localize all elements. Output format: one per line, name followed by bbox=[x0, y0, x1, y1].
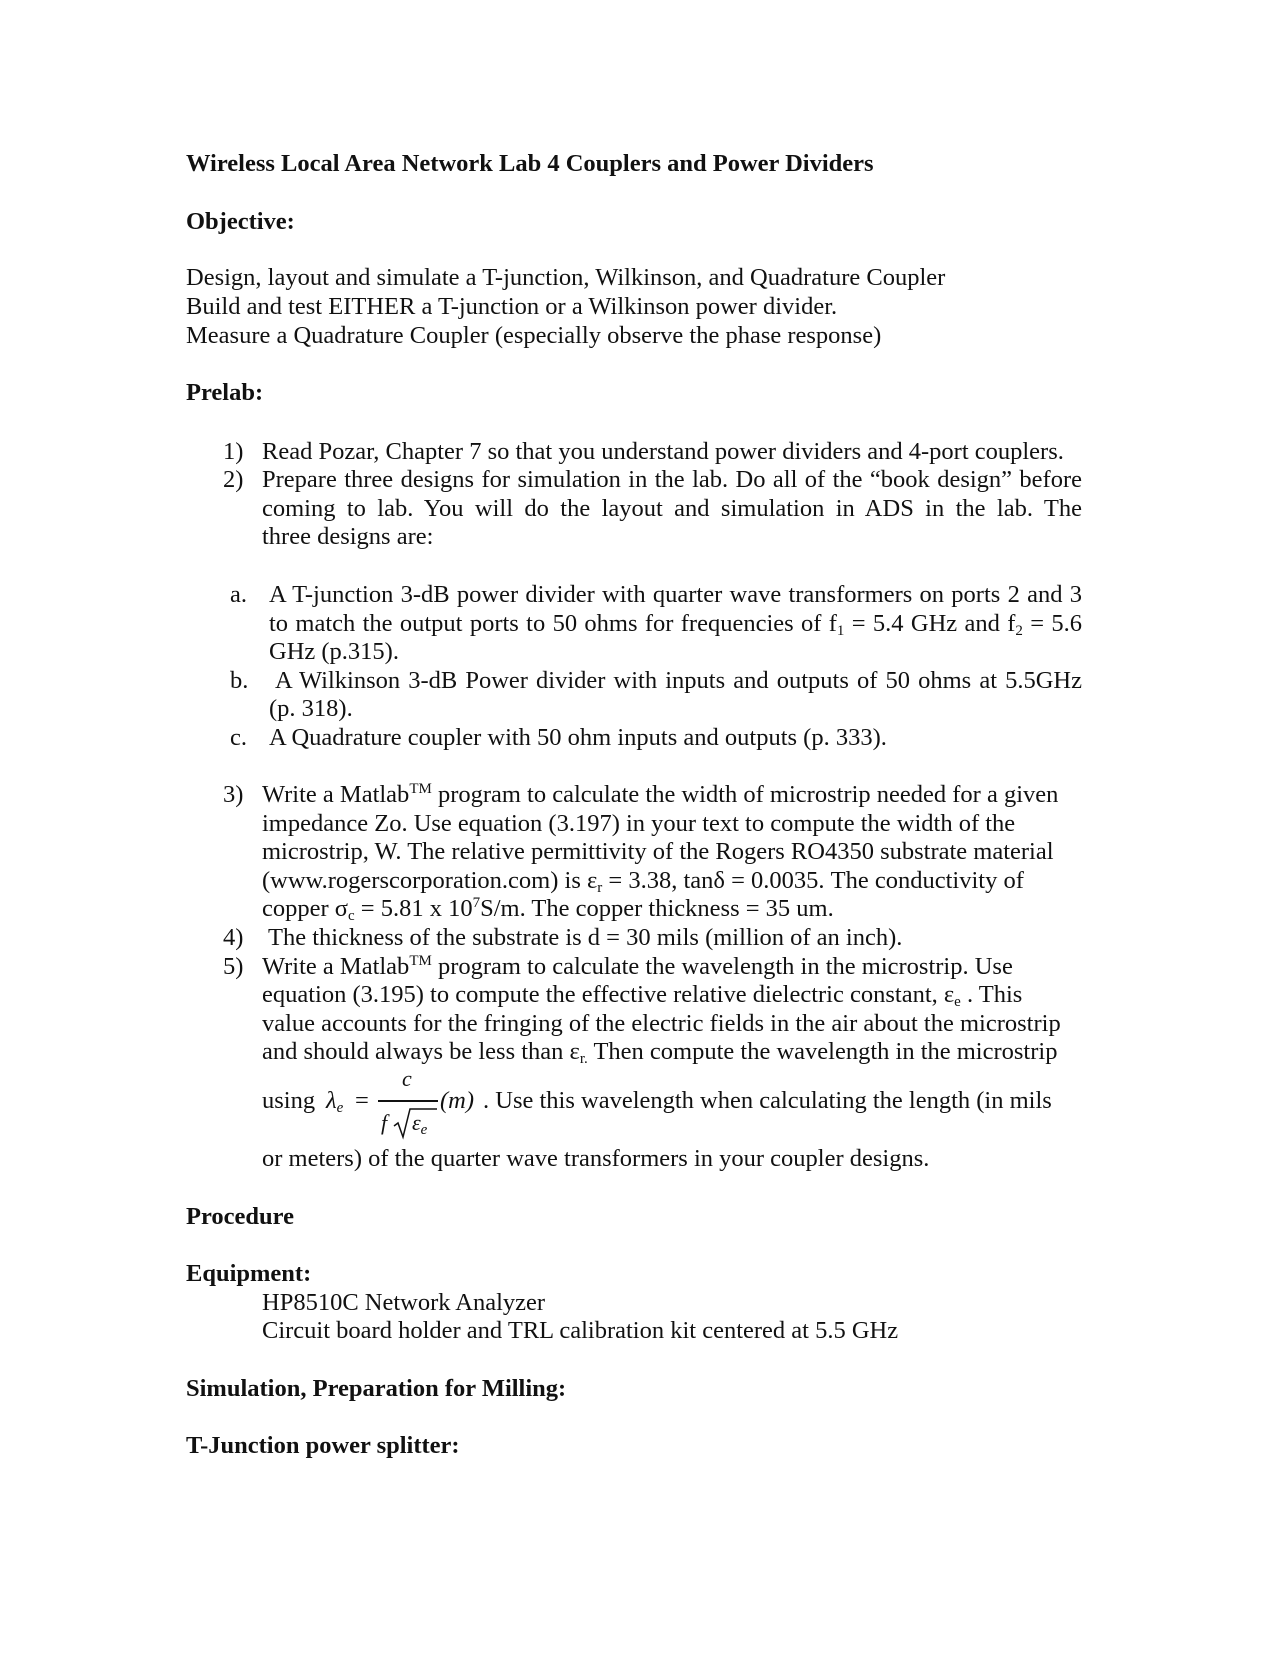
list-number: 2) bbox=[223, 466, 244, 493]
sub-item-c-line: A Quadrature coupler with 50 ohm inputs and outputs (p. 333). bbox=[269, 724, 887, 751]
sub-item-a-line: to match the output ports to 50 ohms for frequencies of $f_1 = 5.4$ GHz and $f_2 = 5.6$ bbox=[269, 610, 1082, 639]
prelab-item-1: Read Pozar, Chapter 7 so that you understand power dividers and 4-port couplers. bbox=[262, 438, 1064, 465]
prelab-item-5-line: Write a Matlab™ program to calculate the wavelength in the microstrip. Use bbox=[262, 953, 1013, 980]
list-number: 5) bbox=[223, 953, 244, 980]
sub-label: a. bbox=[230, 581, 247, 608]
objective-line: Measure a Quadrature Coupler (especially observe the phase response) bbox=[186, 322, 882, 349]
document-title: Wireless Local Area Network Lab 4 Couplers and Power Dividers bbox=[186, 150, 874, 177]
objective-line: Build and test EITHER a T-junction or a Wilkinson power divider. bbox=[186, 293, 838, 320]
formula-lambda: $\lambda_e$ bbox=[326, 1087, 344, 1116]
formula-den-f: f bbox=[381, 1110, 388, 1135]
formula-fraction-bar bbox=[378, 1100, 438, 1102]
list-number: 4) bbox=[223, 924, 244, 951]
sub-label: c. bbox=[230, 724, 247, 751]
prelab-item-5-line: and should always be less than $\varepsilon_{r.}$ Then compute the wavelength in the microstrip bbox=[262, 1038, 1058, 1067]
equipment-heading: Equipment: bbox=[186, 1260, 312, 1287]
prelab-item-5-line: value accounts for the fringing of the electric fields in the air about the microstrip bbox=[262, 1010, 1061, 1037]
sub-item-a-line: GHz (p.315). bbox=[269, 638, 399, 665]
sub-label: b. bbox=[230, 667, 249, 694]
list-number: 3) bbox=[223, 781, 244, 808]
formula-den-eps: $\varepsilon_e$ bbox=[412, 1110, 428, 1138]
equipment-item: HP8510C Network Analyzer bbox=[262, 1289, 546, 1316]
prelab-item-4: The thickness of the substrate is d = 30 mils (million of an inch). bbox=[268, 924, 903, 951]
sub-item-b-line: (p. 318). bbox=[269, 695, 353, 722]
list-number: 1) bbox=[223, 438, 244, 465]
prelab-item-2-line: Prepare three designs for simulation in the lab. Do all of the “book design” before bbox=[262, 466, 1082, 493]
prelab-item-3-line: copper $\sigma_c = 5.81$ x $10^7S/m$. The copper thickness = 35 um. bbox=[262, 895, 834, 924]
formula-numerator: c bbox=[402, 1066, 412, 1091]
objective-heading: Objective: bbox=[186, 208, 295, 235]
prelab-item-5-line: . Use this wavelength when calculating the length (in mils bbox=[483, 1087, 1052, 1114]
tjunction-heading: T-Junction power splitter: bbox=[186, 1432, 460, 1459]
simulation-heading: Simulation, Preparation for Milling: bbox=[186, 1375, 567, 1402]
prelab-item-3-line: microstrip, W. The relative permittivity of the Rogers RO4350 substrate material bbox=[262, 838, 1054, 865]
objective-line: Design, layout and simulate a T-junction, Wilkinson, and Quadrature Coupler bbox=[186, 264, 946, 291]
prelab-heading: Prelab: bbox=[186, 379, 264, 406]
prelab-item-3-line: impedance Zo. Use equation (3.197) in your text to compute the width of the bbox=[262, 810, 1016, 837]
prelab-item-5-line: or meters) of the quarter wave transformers in your coupler designs. bbox=[262, 1145, 930, 1172]
formula-lead-word: using bbox=[262, 1087, 316, 1114]
sub-item-b-line: A Wilkinson 3-dB Power divider with inputs and outputs of 50 ohms at 5.5GHz bbox=[275, 667, 1082, 694]
prelab-item-5-line: equation (3.195) to compute the effective relative dielectric constant, $\varepsilon_e$ . This bbox=[262, 981, 1023, 1010]
formula-equals: = bbox=[355, 1087, 369, 1114]
equipment-item: Circuit board holder and TRL calibration kit centered at 5.5 GHz bbox=[262, 1317, 899, 1344]
sub-item-a-line: A T-junction 3-dB power divider with quarter wave transformers on ports 2 and 3 bbox=[269, 581, 1082, 608]
prelab-item-2-line: coming to lab. You will do the layout and simulation in ADS in the lab. The bbox=[262, 495, 1082, 522]
prelab-item-3-line: Write a Matlab™ program to calculate the width of microstrip needed for a given bbox=[262, 781, 1059, 808]
prelab-item-2-line: three designs are: bbox=[262, 523, 434, 550]
procedure-heading: Procedure bbox=[186, 1203, 294, 1230]
formula-unit: (m) bbox=[440, 1087, 475, 1114]
prelab-item-3-line: (www.rogerscorporation.com) is $\varepsilon_r = 3.38$, tanδ = 0.0035. The conductivity of bbox=[262, 867, 1024, 896]
